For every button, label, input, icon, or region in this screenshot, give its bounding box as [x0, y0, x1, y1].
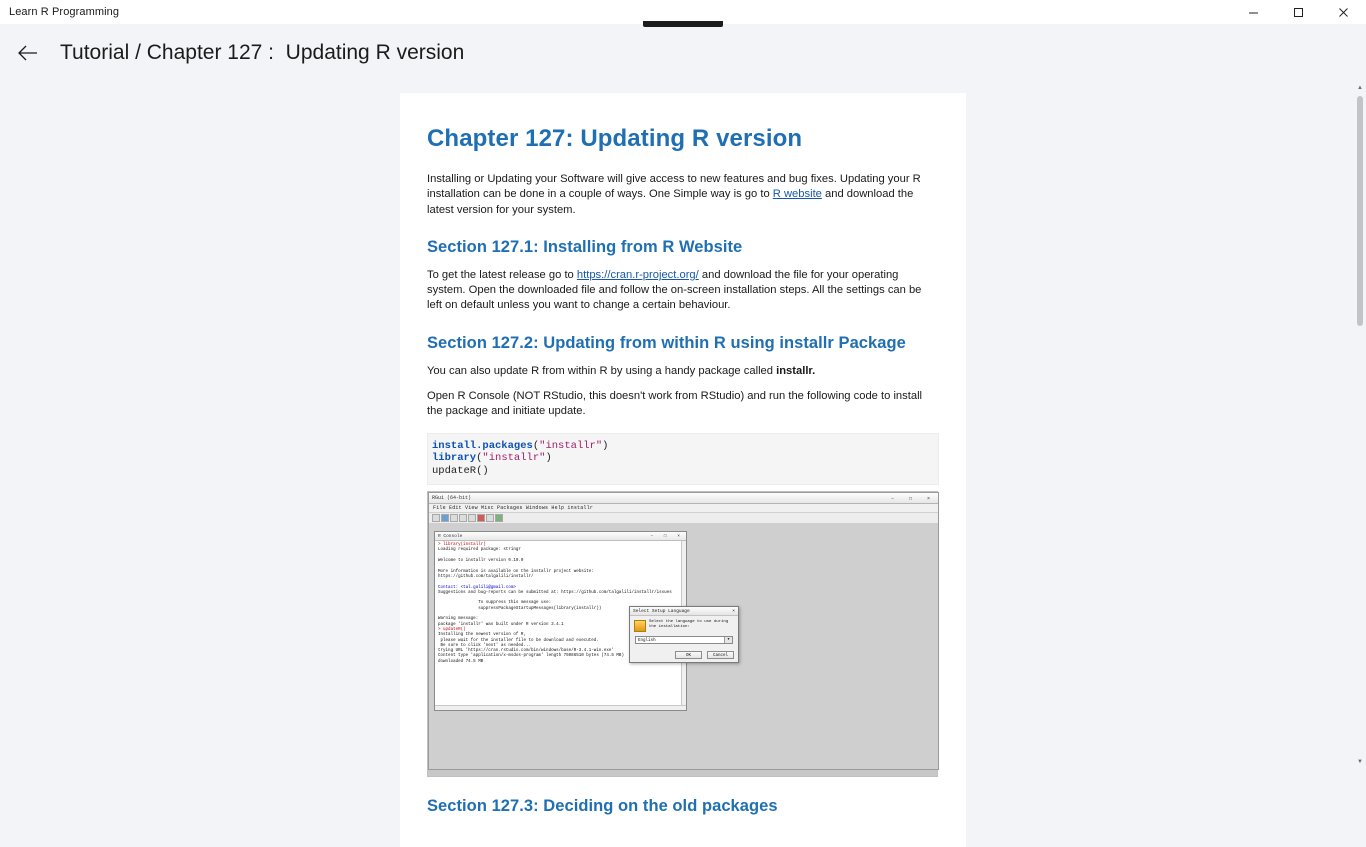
- maximize-button[interactable]: [1276, 0, 1321, 24]
- close-button[interactable]: [1321, 0, 1366, 24]
- r-console-title-text: R Console: [438, 534, 463, 540]
- rgui-window-controls: – □ ×: [890, 496, 936, 503]
- page-scrollbar[interactable]: [1354, 82, 1366, 768]
- window-controls: [1231, 0, 1366, 24]
- app-title: Learn R Programming: [9, 5, 120, 18]
- code-block: [427, 433, 939, 486]
- console-line-5: https://github.com/talgalili/installr/: [438, 574, 534, 579]
- r-console-window-controls: – □ ×: [650, 534, 684, 540]
- console-line-10: Warning message:: [438, 617, 479, 622]
- section-1-heading: Section 127.1: Installing from R Website: [427, 237, 743, 256]
- intro-paragraph: [427, 172, 939, 218]
- page-header: [0, 24, 1366, 82]
- print-icon: [486, 514, 494, 522]
- dialog-message: Select the language to use during the installation:: [649, 620, 729, 630]
- code-line2-string: "installr": [482, 452, 546, 465]
- console-line-17: Content type 'application/x-msdos-program' length 75086510 bytes (74.5 MB): [438, 654, 624, 659]
- scroll-up-button[interactable]: ▲: [1357, 85, 1363, 91]
- article-paper: [400, 93, 966, 847]
- setup-language-dialog: [629, 606, 739, 663]
- console-line-9: suppressPackageStartupMessages(library(installr)): [438, 606, 602, 611]
- rgui-title-text: RGui (64-bit): [432, 495, 472, 502]
- code-line1-open: (: [532, 439, 540, 452]
- chapter-heading: Chapter 127: Updating R version: [427, 125, 803, 152]
- maximize-icon: [1293, 7, 1304, 18]
- r-website-link[interactable]: R website: [772, 188, 822, 201]
- ok-button[interactable]: OK: [675, 651, 702, 659]
- section-3-heading: Section 127.3: Deciding on the old packages: [427, 797, 778, 816]
- console-line-13: Installing the newest version of R,: [438, 633, 526, 638]
- rgui-window: [428, 492, 939, 770]
- rgui-titlebar: [429, 493, 938, 504]
- window-drag-handle[interactable]: [643, 21, 723, 27]
- rgui-menubar: File Edit View Misc Packages Windows Help installr: [429, 504, 938, 513]
- console-line-2: Loading required package: stringr: [438, 548, 521, 553]
- code-line2-open: (: [476, 452, 483, 465]
- installer-icon: [634, 620, 646, 632]
- console-line-4: More information is available on the installr project website:: [438, 569, 594, 574]
- minimize-icon: [1248, 7, 1259, 18]
- intro-text-2: and download the latest version for your system.: [427, 188, 914, 216]
- r-console-titlebar: [435, 532, 686, 541]
- language-select[interactable]: [635, 636, 733, 644]
- section-2-heading: Section 127.2: Updating from within R using installr Package: [427, 333, 906, 352]
- scroll-down-button[interactable]: ▼: [1357, 759, 1363, 765]
- open-icon: [432, 514, 440, 522]
- console-line-8: To suppress this message use:: [438, 601, 552, 606]
- code-line2-function: library: [432, 452, 477, 465]
- back-button[interactable]: [8, 33, 48, 73]
- cancel-button[interactable]: Cancel: [707, 651, 734, 659]
- intro-text-1: Installing or Updating your Software will give access to new features and bug fixes. Updating your R installation can be done in a couple of ways. One Simple way is go to: [427, 173, 921, 201]
- code-line2-close: ): [545, 452, 552, 465]
- console-line-18: downloaded 74.5 MB: [438, 659, 484, 664]
- chevron-down-icon: ▼: [724, 637, 732, 643]
- console-line-14: please wait for the installer file to be download and executed.: [438, 638, 599, 643]
- cran-link[interactable]: https://cran.r-project.org/: [576, 268, 699, 281]
- load-icon: [441, 514, 449, 522]
- stop-icon: [477, 514, 485, 522]
- console-line-3: Welcome to installr version 0.19.0: [438, 559, 524, 564]
- section-2-paragraph-1: [427, 364, 939, 379]
- save-icon: [450, 514, 458, 522]
- copy-icon: [459, 514, 467, 522]
- console-line-11: package 'installr' was built under R version 3.4.1: [438, 622, 564, 627]
- console-line-15: Be sure to click 'next' as needed...: [438, 643, 531, 648]
- code-line1-function: install.packages: [432, 439, 533, 452]
- content-scroll-area[interactable]: [0, 82, 1366, 816]
- section-1-text-2: and download the file for your operating system. Open the downloaded file and follow the on-screen installation steps. All the settings can be left on default unless you want to change a certain behaviour.: [427, 268, 922, 312]
- window-titlebar: [0, 0, 1366, 24]
- section-1-paragraph: [427, 268, 939, 314]
- language-select-value: English: [638, 639, 656, 644]
- console-line-1: > library(installr): [438, 543, 486, 548]
- console-line-16: trying URL 'https://cran.rstudio.com/bin/windows/base/R-3.4.1-win.exe': [438, 649, 614, 654]
- rgui-toolbar: [429, 513, 938, 524]
- scrollbar-thumb[interactable]: [1357, 96, 1363, 326]
- dialog-title-text: Select Setup Language: [633, 609, 690, 615]
- code-line3: updateR(): [432, 464, 489, 477]
- rgui-screenshot-figure: [427, 491, 938, 777]
- minimize-button[interactable]: [1231, 0, 1276, 24]
- code-line1-close: ): [602, 439, 609, 452]
- help-icon: [495, 514, 503, 522]
- paste-icon: [468, 514, 476, 522]
- section-2-text-1: You can also update R from within R by using a handy package called: [427, 364, 777, 377]
- close-icon: [1338, 7, 1349, 18]
- dialog-buttons: [675, 651, 734, 659]
- console-line-6: Contact: <tal.galili@gmail.com>: [438, 585, 516, 590]
- console-line-12: > updateR(): [438, 627, 466, 632]
- installr-bold: installr.: [776, 364, 816, 377]
- console-horizontal-scrollbar[interactable]: [435, 705, 686, 710]
- console-line-7: Suggestions and bug-reports can be submitted at: https://github.com/talgalili/installr/issues: [438, 590, 672, 595]
- page-title: Tutorial / Chapter 127 : Updating R version: [60, 41, 465, 64]
- code-line1-string: "installr": [539, 439, 603, 452]
- dialog-content: [630, 616, 738, 632]
- section-1-text-1: To get the latest release go to: [427, 268, 577, 281]
- dialog-titlebar: [630, 607, 738, 616]
- arrow-left-icon: [17, 44, 39, 62]
- section-2-paragraph-2: Open R Console (NOT RStudio, this doesn't work from RStudio) and run the following code to install the package and initiate update.: [427, 390, 923, 418]
- dialog-close-icon[interactable]: ×: [732, 609, 735, 615]
